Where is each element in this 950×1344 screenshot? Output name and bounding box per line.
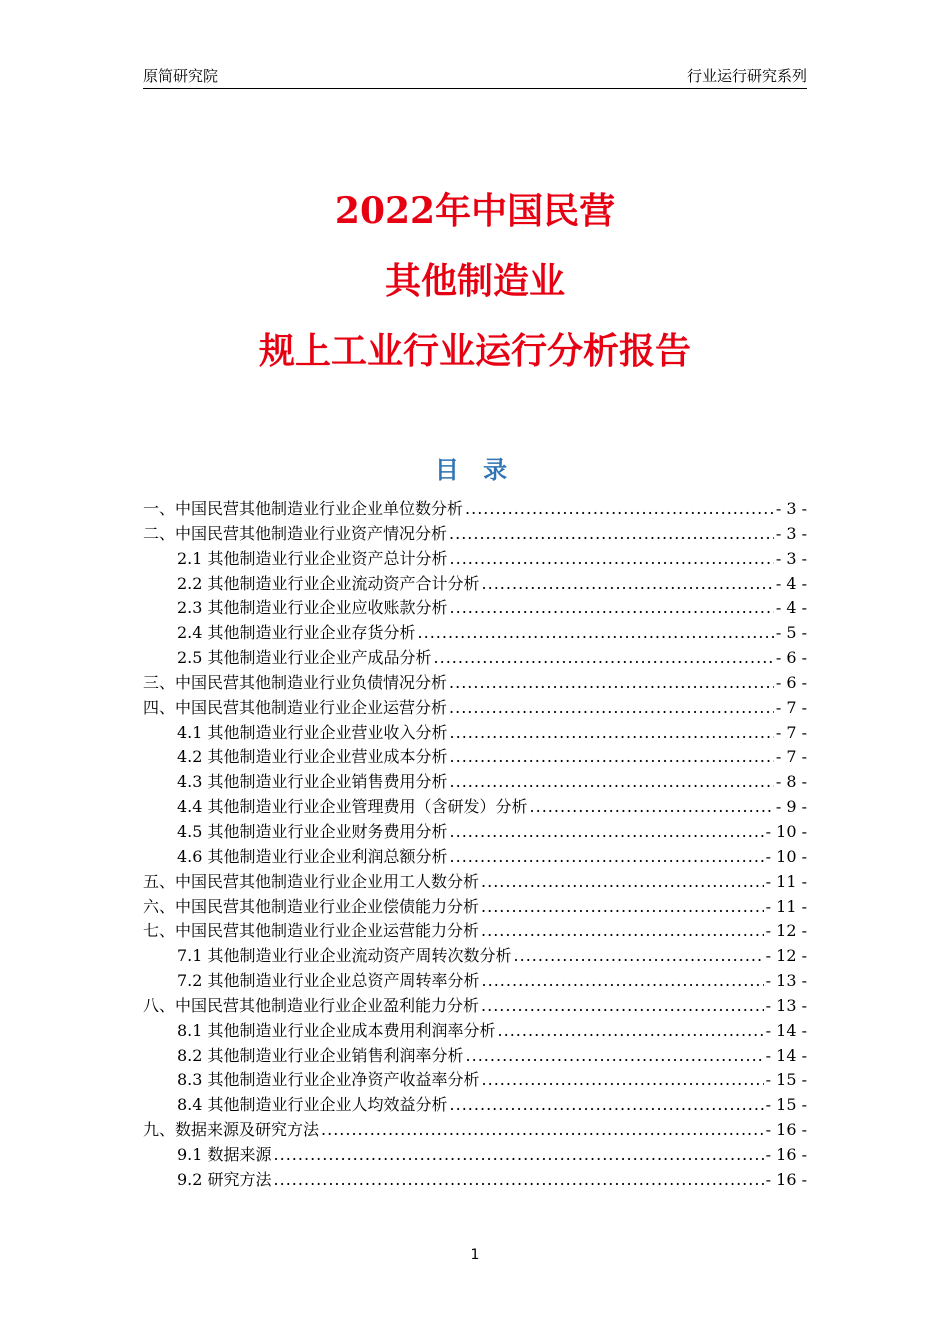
- table-of-contents: [143, 496, 807, 1192]
- title-line-3: 规上工业行业运行分析报告: [258, 330, 691, 372]
- toc-entry-label: 4.6 其他制造业行业企业利润总额分析: [177, 846, 448, 866]
- toc-entry-page: - 16 -: [765, 1120, 807, 1140]
- toc-leader-dots: [450, 598, 774, 617]
- toc-entry[interactable]: [143, 1043, 807, 1068]
- toc-entry[interactable]: [143, 744, 807, 769]
- toc-leader-dots: [450, 822, 764, 841]
- toc-entry[interactable]: [143, 993, 807, 1018]
- toc-entry[interactable]: [143, 1067, 807, 1092]
- toc-entry-label: 8.4 其他制造业行业企业人均效益分析: [177, 1095, 448, 1115]
- toc-leader-dots: [418, 623, 774, 642]
- toc-entry-page: - 7 -: [775, 697, 807, 717]
- toc-leader-dots: [449, 524, 774, 543]
- toc-entry[interactable]: [143, 496, 807, 521]
- toc-entry-page: - 14 -: [765, 1020, 807, 1040]
- toc-entry[interactable]: [143, 720, 807, 745]
- title-line-1: 2022年中国民营: [334, 190, 616, 232]
- toc-entry-page: - 7 -: [775, 722, 807, 742]
- toc-leader-dots: [450, 847, 764, 866]
- toc-entry-page: - 10 -: [765, 846, 807, 866]
- toc-leader-dots: [274, 1170, 764, 1189]
- toc-entry-page: - 6 -: [775, 648, 807, 668]
- toc-entry-page: - 12 -: [765, 946, 807, 966]
- toc-entry-label: 4.2 其他制造业行业企业营业成本分析: [177, 747, 448, 767]
- page-number: 1: [470, 1247, 480, 1263]
- toc-leader-dots: [449, 698, 774, 717]
- toc-entry-page: - 12 -: [765, 921, 807, 941]
- toc-entry[interactable]: [143, 869, 807, 894]
- toc-entry-label: 4.4 其他制造业行业企业管理费用（含研发）分析: [177, 797, 528, 817]
- toc-heading: 目 录: [434, 456, 516, 484]
- toc-leader-dots: [449, 673, 774, 692]
- title-line-2: 其他制造业: [384, 260, 565, 302]
- toc-entry-page: - 9 -: [775, 797, 807, 817]
- toc-entry-page: - 6 -: [775, 672, 807, 692]
- toc-entry[interactable]: [143, 521, 807, 546]
- toc-leader-dots: [481, 996, 764, 1015]
- toc-leader-dots: [434, 648, 774, 667]
- toc-leader-dots: [481, 897, 764, 916]
- toc-entry-page: - 3 -: [775, 523, 807, 543]
- toc-entry[interactable]: [143, 769, 807, 794]
- toc-entry[interactable]: [143, 595, 807, 620]
- toc-entry-label: 六、中国民营其他制造业行业企业偿债能力分析: [143, 896, 480, 916]
- toc-leader-dots: [481, 872, 764, 891]
- toc-entry-label: 八、中国民营其他制造业行业企业盈利能力分析: [143, 995, 480, 1015]
- toc-leader-dots: [466, 1046, 764, 1065]
- toc-entry-label: 4.5 其他制造业行业企业财务费用分析: [177, 821, 448, 841]
- toc-entry-label: 三、中国民营其他制造业行业负债情况分析: [143, 672, 448, 692]
- toc-entry[interactable]: [143, 894, 807, 919]
- toc-entry-label: 8.2 其他制造业行业企业销售利润率分析: [177, 1045, 464, 1065]
- toc-entry-label: 4.1 其他制造业行业企业营业收入分析: [177, 722, 448, 742]
- toc-entry[interactable]: [143, 620, 807, 645]
- toc-entry-page: - 7 -: [775, 747, 807, 767]
- toc-entry-label: 二、中国民营其他制造业行业资产情况分析: [143, 523, 448, 543]
- toc-leader-dots: [482, 1070, 764, 1089]
- toc-entry[interactable]: [143, 1142, 807, 1167]
- toc-entry-page: - 11 -: [765, 896, 807, 916]
- toc-entry-label: 2.4 其他制造业行业企业存货分析: [177, 623, 416, 643]
- toc-entry[interactable]: [143, 794, 807, 819]
- toc-entry-page: - 3 -: [775, 548, 807, 568]
- toc-entry-label: 2.3 其他制造业行业企业应收账款分析: [177, 598, 448, 618]
- toc-entry-page: - 16 -: [765, 1144, 807, 1164]
- toc-entry[interactable]: [143, 670, 807, 695]
- toc-leader-dots: [465, 499, 774, 518]
- toc-entry-label: 2.1 其他制造业行业企业资产总计分析: [177, 548, 448, 568]
- toc-entry[interactable]: [143, 1167, 807, 1192]
- toc-entry-label: 2.5 其他制造业行业企业产成品分析: [177, 648, 432, 668]
- toc-entry[interactable]: [143, 1092, 807, 1117]
- header-series: 行业运行研究系列: [686, 67, 807, 85]
- toc-entry-page: - 3 -: [775, 499, 807, 518]
- toc-entry[interactable]: [143, 943, 807, 968]
- toc-entry-page: - 4 -: [775, 573, 807, 593]
- toc-entry-label: 4.3 其他制造业行业企业销售费用分析: [177, 772, 448, 792]
- toc-entry-page: - 14 -: [765, 1045, 807, 1065]
- toc-leader-dots: [482, 971, 764, 990]
- toc-entry-label: 7.2 其他制造业行业企业总资产周转率分析: [177, 971, 480, 991]
- toc-leader-dots: [274, 1145, 764, 1164]
- toc-leader-dots: [321, 1120, 764, 1139]
- toc-leader-dots: [450, 549, 774, 568]
- toc-entry-page: - 4 -: [775, 598, 807, 618]
- toc-entry[interactable]: [143, 645, 807, 670]
- toc-leader-dots: [450, 723, 774, 742]
- toc-entry-page: - 13 -: [765, 995, 807, 1015]
- page-header: [143, 66, 807, 89]
- toc-entry-label: 8.3 其他制造业行业企业净资产收益率分析: [177, 1070, 480, 1090]
- toc-entry-page: - 8 -: [775, 772, 807, 792]
- toc-leader-dots: [498, 1021, 764, 1040]
- toc-entry[interactable]: [143, 819, 807, 844]
- toc-entry-page: - 15 -: [765, 1070, 807, 1090]
- toc-entry[interactable]: [143, 571, 807, 596]
- toc-entry-label: 9.2 研究方法: [177, 1169, 272, 1189]
- toc-entry-label: 五、中国民营其他制造业行业企业用工人数分析: [143, 871, 480, 891]
- toc-leader-dots: [530, 797, 774, 816]
- toc-entry[interactable]: [143, 844, 807, 869]
- toc-entry-label: 2.2 其他制造业行业企业流动资产合计分析: [177, 573, 480, 593]
- toc-entry-label: 9.1 数据来源: [177, 1144, 272, 1164]
- toc-entry-label: 8.1 其他制造业行业企业成本费用利润率分析: [177, 1020, 496, 1040]
- header-publisher: 原简研究院: [143, 67, 219, 85]
- toc-entry[interactable]: [143, 918, 807, 943]
- toc-entry-label: 七、中国民营其他制造业行业企业运营能力分析: [143, 921, 480, 941]
- toc-leader-dots: [450, 772, 774, 791]
- toc-leader-dots: [450, 1095, 764, 1114]
- toc-leader-dots: [481, 921, 764, 940]
- toc-entry-page: - 11 -: [765, 871, 807, 891]
- toc-entry-label: 7.1 其他制造业行业企业流动资产周转次数分析: [177, 946, 512, 966]
- toc-entry-page: - 16 -: [765, 1169, 807, 1189]
- report-title: [0, 176, 950, 386]
- toc-entry-page: - 15 -: [765, 1095, 807, 1115]
- toc-entry[interactable]: [143, 968, 807, 993]
- toc-leader-dots: [514, 946, 764, 965]
- toc-entry[interactable]: [143, 1018, 807, 1043]
- toc-leader-dots: [450, 747, 774, 766]
- toc-entry[interactable]: [143, 695, 807, 720]
- toc-entry-label: 一、中国民营其他制造业行业企业单位数分析: [143, 499, 464, 518]
- toc-entry[interactable]: [143, 546, 807, 571]
- toc-entry-page: - 10 -: [765, 821, 807, 841]
- toc-entry-page: - 13 -: [765, 971, 807, 991]
- toc-entry-page: - 5 -: [775, 623, 807, 643]
- toc-entry-label: 四、中国民营其他制造业行业企业运营分析: [143, 697, 448, 717]
- toc-leader-dots: [482, 574, 774, 593]
- toc-entry-label: 九、数据来源及研究方法: [143, 1120, 320, 1140]
- toc-entry[interactable]: [143, 1117, 807, 1142]
